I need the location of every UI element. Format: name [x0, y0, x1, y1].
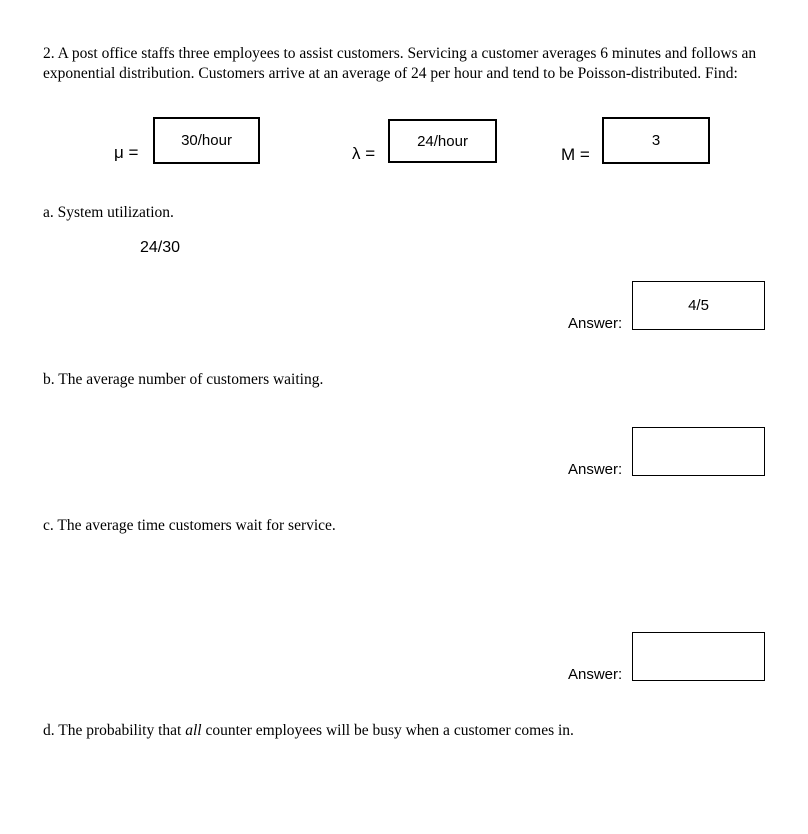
mu-input[interactable] [153, 117, 260, 164]
part-b-text: b. The average number of customers waiting. [43, 371, 324, 388]
part-a-text: a. System utilization. [43, 204, 174, 221]
m-input[interactable] [602, 117, 710, 164]
part-a-work-text: 24/30 [140, 239, 181, 256]
answer-input-c[interactable] [632, 632, 765, 681]
answer-label-c: Answer: [568, 666, 623, 683]
part-d-text-post: counter employees will be busy when a customer comes in. [201, 722, 574, 739]
mu-label: μ = [114, 143, 139, 162]
part-c-text: c. The average time customers wait for service. [43, 517, 336, 534]
answer-input-a[interactable] [632, 281, 765, 330]
problem-intro: 2. A post office staffs three employees to assist customers. Servicing a customer averages 6 minutes and follows an exponential distribution. Customers arrive at an average of 24 per hour and tend to be Poisson-distributed. Find: [43, 45, 757, 82]
part-d-text-italic: all [185, 722, 202, 739]
answer-label-a: Answer: [568, 315, 623, 332]
part-d-text [43, 721, 775, 741]
answer-input-b[interactable] [632, 427, 765, 476]
m-label: M = [561, 145, 590, 164]
part-d-text-pre: d. The probability that [43, 722, 186, 739]
lambda-input[interactable] [388, 119, 497, 163]
lambda-label: λ = [352, 144, 376, 163]
answer-label-b: Answer: [568, 461, 623, 478]
